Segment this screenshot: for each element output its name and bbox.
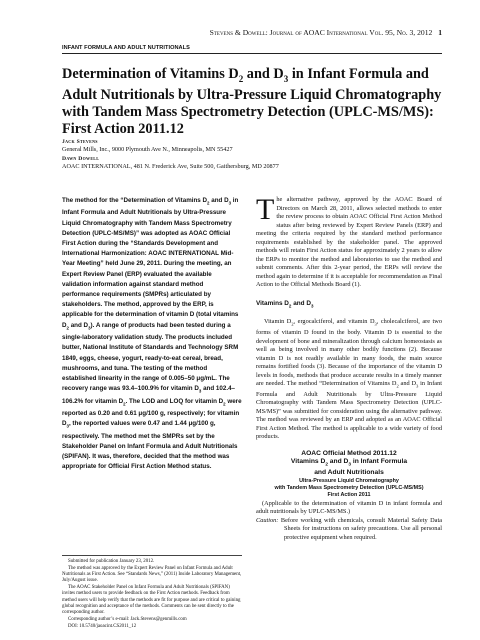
body-text: , ergocalciferol, and vitamin D [293,318,375,326]
method-title-line [256,458,442,469]
title-text-1: Determination of Vitamins D [62,66,239,82]
method-title-sub: 3 [348,461,351,467]
body-sub: 3 [374,321,377,327]
vitamin-d-paragraph [256,318,442,442]
body-text: and D [398,380,417,388]
caution-label: Caution: [256,516,279,524]
abstract-text: , the reported values were 0.47 and 1.44 μg/100 g, respectively. The method met the SMPRs set by the Stakeholder Panel on Infant Formula and Adult Nutritionals (SPIFAN). It was, therefore, decided that the method was appropriate for Official First Action Method status. [62,420,238,471]
title-text-2: and D [243,66,284,82]
body-text: in Infant Formula and Adult Nutritionals by Ultra-Pressure Liquid Chromatography with Tandem Mass Spectrometry Detection (UPLC-MS/MS)” was submitted for consideration using the alternative pathway. The method was reviewed by an ERP and adopted as an AOAC Official First Action Method. The method is applicable to a wide variety of food products. [256,380,442,441]
title-text-3: in Infant Formula and Adult Nutritionals by Ultra-Pressure Liquid Chromatography with Tandem Mass Spectrometry Detection (UPLC-MS/MS): First Action 2011.12 [62,66,442,137]
abstract-text: The method for the “Determination of Vitamins D [62,197,208,204]
author-affiliation-2: AOAC INTERNATIONAL, 481 N. Frederick Ave, Suite 500, Gaithersburg, MD 20877 [62,163,279,171]
abstract-text: and D [68,321,89,329]
method-technique-1: Ultra-Pressure Liquid Chromatography [299,477,399,484]
method-caution [256,517,442,543]
footnote-submitted: Submitted for publication January 23, 2012. [68,559,155,564]
abstract-text: and D [209,197,229,204]
caution-text: Before working with chemicals, consult Material Safety Data Sheets for instructions on safety precautions. Use all personal protective equipment when required. [280,516,443,541]
footnote-approval: The method was approved by the Expert Review Panel on Infant Formula and Adult Nutritionals as First Action. See “Standards News,” (2011) Inside Laboratory Management, July/August issue. [62,566,242,584]
section-heading-sub: 2 [288,302,292,308]
abstract-sub: 3 [228,200,232,206]
method-title-text: and D [327,458,349,466]
abstract-sub: 2 [223,400,226,406]
author-name-2: Dawn Dowell [62,155,100,162]
footnote-doi: DOI: 10.5740/jaoacint.CS2011_12 [68,623,137,629]
abstract-text: in Infant Formula and Adult Nutritionals by Ultra-Pressure Liquid Chromatography with Tandem Mass Spectrometry Detection (UPLC-MS/MS)” was adopted as AOAC Official First Action during the “Standards Development and International Harmonization: AOAC INTERNATIONAL Mid-Year Meeting” held June 29, 2011. During the meeting, an Expert Review Panel (ERP) evaluated the available validation information against standard method performance requirements (SMPRs) articulated by stakeholders. The method, approved by the ERP, is applicable for the determination of vitamin D (total vitamins D [62,197,239,329]
method-number: AOAC Official Method 2011.12 [301,449,397,457]
running-head-text: Stevens & Dowell: Journal of AOAC International Vol. 95, No. 3, 2012 [209,28,433,37]
method-title-text: Vitamins D [290,458,326,466]
method-title-text: in Infant Formula [351,458,408,466]
method-title-sub: 2 [325,461,328,467]
method-title-line-2: and Adult Nutritionals [314,469,384,477]
abstract-sub: 3 [66,423,69,429]
footnote-spifan: The AOAC Stakeholder Panel on Infant Formula and Adult Nutritionals (SPIFAN) invites method users to provide feedback on the First Action methods. Feedback from method users will help verify that the methods are fit for purpose and are critical to gaining global recognition and acceptance of the methods. Comments can be sent directly to the corresponding author. [62,585,241,615]
section-heading [256,300,442,311]
running-head [140,28,442,37]
top-rule [62,53,442,54]
abstract-sub: 3 [88,324,91,330]
method-status: First Action 2011 [327,492,371,499]
method-technique-2: with Tandem Mass Spectrometry Detection (UPLC-MS/MS) [274,485,424,492]
abstract-sub: 3 [198,388,202,394]
author-name-1: Jack Stevens [62,139,98,145]
abstract [62,196,242,473]
section-tag: INFANT FORMULA AND ADULT NUTRITIONALS [62,45,190,51]
footnotes [62,555,242,630]
abstract-sub: 2 [207,200,210,206]
body-sub: 2 [291,321,294,327]
body-text: , cholecalciferol, are two forms of vitamin D found in the body. Vitamin D is essential to the development of bone and mineralization through calcium homeostasis as well as being involved in many other bodily functions (2). Because vitamin D is not readily available in many foods, the main source remains fortified foods (3). Because of the importance of the vitamin D levels in foods, methods that produce accurate results in a timely manner are needed. The method “Determination of Vitamins D [256,318,442,388]
body-text: Vitamin D [264,318,292,326]
abstract-sub: 2 [66,324,69,330]
footnote-email: Corresponding author’s e-mail: Jack.Stevens@genmills.com [68,616,187,622]
body-column-right [256,193,443,542]
method-applicability: (Applicable to the determination of vitamin D in infant formula and adult nutritionals by UPLC-MS/MS.) [256,499,442,515]
abstract-text: were reported as 0.20 and 0.61 μg/100 g, respectively; for vitamin D [62,397,242,428]
abstract-text: and 102.4–106.2% for vitamin D [62,385,236,405]
page-number: 1 [438,28,442,37]
body-sub: 3 [416,383,419,389]
title-sub-2: 3 [283,73,289,84]
section-heading-sub: 3 [310,302,314,308]
abstract-text: . The LOD and LOQ for vitamin D [125,397,224,405]
author-affiliation-1: General Mills, Inc., 9000 Plymouth Ave N., Minneapolis, MN 55427 [62,146,233,154]
article-title [62,66,446,137]
author-block [62,138,442,172]
intro-paragraph [256,193,442,290]
intro-text: he alternative pathway, approved by the AOAC Board of Directors on March 28, 2011, allows selected methods to enter the review process to obtain AOAC Official First Action Method status after being reviewed by Expert Review Panels (ERP) and meeting the criteria required by the standard method performance requirements established by the stakeholder panel. The approved methods will retain First Action status for approximately 2 years to allow the ERPs to monitor the method and laboratories to use the method and submit comments. After this 2-year period, the ERPs will review the method again to determine if it is acceptable for recommendation as Final Action to the Official Methods Board (1). [256,196,442,288]
method-heading [256,450,442,500]
title-sub-1: 2 [238,73,244,84]
section-heading-text: Vitamins D [256,299,289,307]
body-sub: 2 [396,383,399,389]
abstract-sub: 2 [123,400,126,406]
section-heading-text: and D [291,299,311,307]
drop-cap: T [256,193,275,226]
abstract-text: ). A range of products had been tested during a single-laboratory validation study. The products included butter, National Institute of Standards and Technology SRM 1849, eggs, cheese, yogurt, ready-to-eat cereal, bread, mushrooms, and tuna. The testing of the method established linearity in the range of 0.005–50 μg/mL. The recovery range was 93.4–100.9% for vitamin D [62,321,239,393]
